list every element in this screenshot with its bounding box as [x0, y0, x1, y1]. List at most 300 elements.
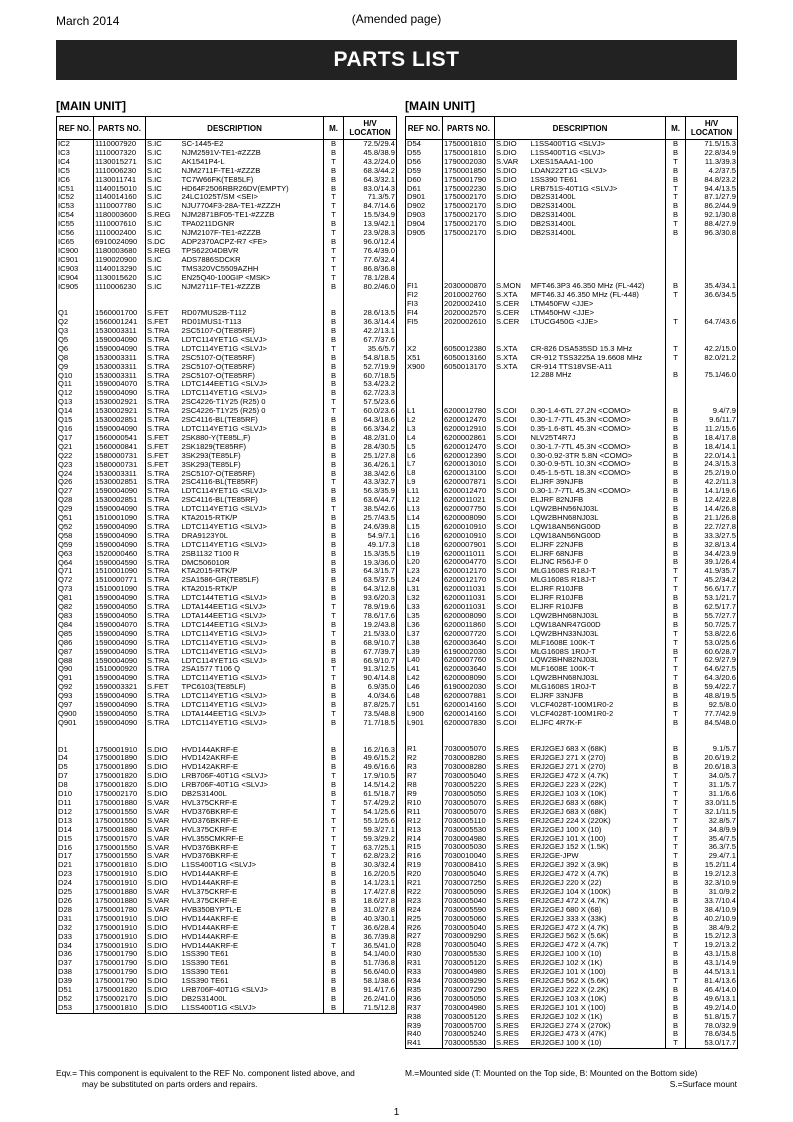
- part-type: [146, 737, 181, 746]
- parts-no: 1530003311: [94, 372, 146, 381]
- ref-no: IC6: [57, 176, 94, 185]
- description: MLG1608S R18J-T: [530, 576, 666, 585]
- hv-location: 49.1/7.3: [344, 541, 397, 550]
- parts-no: 1510000771: [94, 576, 146, 585]
- hv-location: 36.3/7.5: [686, 843, 738, 852]
- ref-no: R37: [406, 1004, 443, 1013]
- description: NJM2871BF05-TE1-#ZZZB: [181, 211, 324, 220]
- description: LDTC114YET1G <SLVJ>: [181, 541, 324, 550]
- mount-side: B: [666, 915, 686, 924]
- mount-side: T: [666, 674, 686, 683]
- mount-side: B: [666, 425, 686, 434]
- part-type: S.COI: [495, 407, 530, 416]
- table-row: [57, 728, 397, 737]
- table-row: [57, 541, 397, 550]
- ref-no: [406, 274, 443, 283]
- table-row: [406, 389, 738, 398]
- hv-location: 36.5/41.0: [344, 942, 397, 951]
- hv-location: 31.0/9.2: [686, 888, 738, 897]
- part-type: S.IC: [146, 220, 181, 229]
- table-row: [406, 594, 738, 603]
- mount-side: T: [324, 211, 344, 220]
- description: 0.30-1.7-7TL 45.3N <COMO>: [530, 443, 666, 452]
- hv-location: 63.5/37.5: [344, 576, 397, 585]
- description: AK1541P4-L: [181, 158, 324, 167]
- parts-no: 1130015271: [94, 158, 146, 167]
- table-row: [57, 915, 397, 924]
- hv-location: 32.1/11.5: [686, 808, 738, 817]
- ref-no: R11: [406, 808, 443, 817]
- ref-no: Q93: [57, 692, 94, 701]
- mount-side: T: [324, 674, 344, 683]
- description: NJM2591V-TE1-#ZZZB: [181, 149, 324, 158]
- parts-no: 1590004090: [94, 345, 146, 354]
- description: 2SC5107-O(TE85RF): [181, 372, 324, 381]
- part-type: S.TRA: [146, 674, 181, 683]
- mount-side: B: [324, 648, 344, 657]
- parts-no: 1590004090: [94, 719, 146, 728]
- parts-no: 6200007720: [443, 630, 495, 639]
- part-type: S.COI: [495, 487, 530, 496]
- hv-location: 29.4/7.1: [686, 852, 738, 861]
- parts-no: 6200012470: [443, 443, 495, 452]
- part-type: S.FET: [146, 443, 181, 452]
- ref-no: R33: [406, 968, 443, 977]
- ref-no: D37: [57, 959, 94, 968]
- ref-no: R27: [406, 932, 443, 941]
- description: EN25Q40-100GIP <MSK>: [181, 274, 324, 283]
- parts-no: [443, 265, 495, 274]
- hv-location: [686, 380, 738, 389]
- table-row: [57, 425, 397, 434]
- description: 1SS390 TE61: [181, 950, 324, 959]
- hv-location: 25.7/43.5: [344, 514, 397, 523]
- mount-side: B: [324, 372, 344, 381]
- mount-side: B: [666, 416, 686, 425]
- ref-no: L13: [406, 505, 443, 514]
- part-type: S.DIO: [146, 870, 181, 879]
- description: HVD144AKRF-E: [181, 924, 324, 933]
- table-row: [406, 799, 738, 808]
- mount-side: [666, 398, 686, 407]
- hv-location: 78.1/28.4: [344, 274, 397, 283]
- ref-no: Q2: [57, 318, 94, 327]
- mount-side: B: [324, 559, 344, 568]
- description: LDTC114YET1G <SLVJ>: [181, 345, 324, 354]
- mount-side: T: [666, 852, 686, 861]
- description: ERJ2GEJ 472 X (4.7K): [530, 870, 666, 879]
- parts-no: 1750001810: [94, 1004, 146, 1013]
- parts-no: 7030005700: [443, 1022, 495, 1031]
- hv-location: 73.5/48.8: [344, 710, 397, 719]
- parts-no: [443, 274, 495, 283]
- ref-no: D903: [406, 211, 443, 220]
- mount-side: B: [324, 176, 344, 185]
- part-type: S.DIO: [495, 202, 530, 211]
- ref-no: R9: [406, 790, 443, 799]
- mount-side: B: [324, 790, 344, 799]
- mount-side: B: [324, 389, 344, 398]
- ref-no: D23: [57, 870, 94, 879]
- part-type: S.IC: [146, 283, 181, 292]
- mount-side: B: [666, 986, 686, 995]
- hv-location: 33.3/27.5: [686, 532, 738, 541]
- ref-no: D12: [57, 808, 94, 817]
- hv-location: 78.6/34.5: [686, 1030, 738, 1039]
- part-type: [495, 380, 530, 389]
- parts-no: 7030009290: [443, 932, 495, 941]
- hv-location: 18.4/14.1: [686, 443, 738, 452]
- part-type: S.RES: [495, 968, 530, 977]
- part-type: S.COI: [495, 603, 530, 612]
- hv-location: 62.9/27.9: [686, 656, 738, 665]
- parts-no: 7030005120: [443, 959, 495, 968]
- mount-side: B: [666, 763, 686, 772]
- part-type: S.COI: [495, 656, 530, 665]
- description: ADS7886SDCKR: [181, 256, 324, 265]
- ref-no: L7: [406, 460, 443, 469]
- description: LRB706F-40T1G <SLVJ>: [181, 986, 324, 995]
- part-type: S.COI: [495, 710, 530, 719]
- part-type: S.TRA: [146, 380, 181, 389]
- table-row: [57, 657, 397, 666]
- part-type: S.RES: [495, 906, 530, 915]
- table-row: [57, 986, 397, 995]
- description: LDTC114YET1G <SLVJ>: [181, 639, 324, 648]
- mount-side: T: [324, 772, 344, 781]
- description: NJM2711F-TE1-#ZZZB: [181, 167, 324, 176]
- parts-no: 6200014160: [443, 710, 495, 719]
- description: [181, 728, 324, 737]
- description: ERJ2GEJ 152 X (1.5K): [530, 843, 666, 852]
- part-type: [495, 398, 530, 407]
- ref-no: Q12: [57, 389, 94, 398]
- description: [181, 291, 324, 300]
- col-location: H/V LOCATION: [686, 117, 738, 140]
- hv-location: 81.4/13.6: [686, 977, 738, 986]
- table-row: [406, 291, 738, 300]
- ref-no: R15: [406, 843, 443, 852]
- ref-no: [406, 389, 443, 398]
- table-row: [57, 674, 397, 683]
- description: LDTC114YET1G <SLVJ>: [181, 487, 324, 496]
- part-type: [495, 336, 530, 345]
- description: [530, 256, 666, 265]
- parts-no: 1750001910: [94, 942, 146, 951]
- part-type: S.RES: [495, 1004, 530, 1013]
- table-row: [57, 630, 397, 639]
- part-type: S.IC: [146, 265, 181, 274]
- table-row: [406, 345, 738, 354]
- description: ELJRF 82NJFB: [530, 496, 666, 505]
- parts-no: 1110002400: [94, 229, 146, 238]
- mount-side: T: [666, 799, 686, 808]
- hv-location: [686, 389, 738, 398]
- description: HVB350BYPTL-E: [181, 906, 324, 915]
- part-type: S.TRA: [146, 639, 181, 648]
- description: DB2S31400L: [530, 229, 666, 238]
- hv-location: 58.1/38.6: [344, 977, 397, 986]
- table-row: [406, 309, 738, 318]
- description: [530, 380, 666, 389]
- mount-side: B: [666, 888, 686, 897]
- table-row: [406, 745, 738, 754]
- ref-no: Q63: [57, 550, 94, 559]
- mount-legend: [405, 1068, 737, 1090]
- legend-line-2: S.=Surface mount: [669, 1079, 737, 1089]
- part-type: S.DIO: [146, 986, 181, 995]
- ref-no: D31: [57, 915, 94, 924]
- hv-location: 55.7/27.7: [686, 612, 738, 621]
- part-type: S.DIO: [146, 754, 181, 763]
- description: ERJ2GEJ 683 X (68K): [530, 808, 666, 817]
- hv-location: 23.9/28.3: [344, 229, 397, 238]
- mount-side: B: [324, 523, 344, 532]
- parts-no: 7030005120: [443, 1013, 495, 1022]
- parts-no: 1140015010: [94, 185, 146, 194]
- parts-no: 1560000541: [94, 434, 146, 443]
- table-row: [406, 140, 738, 149]
- hv-location: 14.1/19.6: [686, 487, 738, 496]
- ref-no: R41: [406, 1039, 443, 1048]
- mount-side: B: [324, 959, 344, 968]
- parts-no: 1590004090: [94, 692, 146, 701]
- mount-side: B: [666, 558, 686, 567]
- description: 0.35-1.6-8TL 45.3N <COMO>: [530, 425, 666, 434]
- ref-no: L38: [406, 639, 443, 648]
- table-row: [57, 852, 397, 861]
- table-row: [57, 737, 397, 746]
- table-row: [57, 158, 397, 167]
- part-type: S.RES: [495, 977, 530, 986]
- part-type: S.COI: [495, 576, 530, 585]
- mount-side: B: [666, 968, 686, 977]
- ref-no: Q15: [57, 416, 94, 425]
- description: ERJ2GEJ 104 X (100K): [530, 888, 666, 897]
- table-row: [57, 336, 397, 345]
- ref-no: Q51: [57, 514, 94, 523]
- table-row: [406, 648, 738, 657]
- part-type: S.MON: [495, 282, 530, 291]
- description: LTUCG450G <JJE>: [530, 318, 666, 327]
- hv-location: 42.2/13.1: [344, 327, 397, 336]
- part-type: S.CER: [495, 318, 530, 327]
- part-type: S.RES: [495, 808, 530, 817]
- parts-no: 7030005040: [443, 870, 495, 879]
- col-location: H/V LOCATION: [344, 117, 397, 140]
- ref-no: Q14: [57, 407, 94, 416]
- hv-location: [686, 265, 738, 274]
- parts-no: 1530002851: [94, 416, 146, 425]
- ref-no: R40: [406, 1030, 443, 1039]
- table-row: [406, 781, 738, 790]
- ref-no: L3: [406, 425, 443, 434]
- hv-location: 50.7/25.7: [686, 621, 738, 630]
- hv-location: 44.5/13.1: [686, 968, 738, 977]
- parts-no: 6200010910: [443, 523, 495, 532]
- parts-no: 7030008280: [443, 754, 495, 763]
- ref-no: [406, 737, 443, 746]
- parts-no: 7030005590: [443, 906, 495, 915]
- ref-no: L19: [406, 550, 443, 559]
- table-row: [406, 1022, 738, 1031]
- table-row: [57, 354, 397, 363]
- mount-side: T: [324, 924, 344, 933]
- description: NJU7704F3-28A-TE1-#ZZZH: [181, 202, 324, 211]
- table-row: [406, 950, 738, 959]
- table-row: [406, 728, 738, 737]
- parts-no: 1590004090: [94, 701, 146, 710]
- parts-no: 1110006230: [94, 167, 146, 176]
- table-row: [57, 763, 397, 772]
- description: HVD376BKRF-E: [181, 817, 324, 826]
- description: ERJ2GEJ 102 X (1K): [530, 959, 666, 968]
- part-type: S.TRA: [146, 389, 181, 398]
- parts-no: 1750001890: [94, 763, 146, 772]
- ref-no: [406, 371, 443, 380]
- parts-no: 1590003321: [94, 683, 146, 692]
- mount-side: B: [666, 745, 686, 754]
- table-row: [406, 541, 738, 550]
- parts-no: 1590004090: [94, 523, 146, 532]
- ref-no: R12: [406, 817, 443, 826]
- description: ERJ2GEJ 562 X (5.6K): [530, 977, 666, 986]
- parts-no: 1510001090: [94, 514, 146, 523]
- ref-no: L33: [406, 603, 443, 612]
- part-type: S.VAR: [146, 897, 181, 906]
- parts-no: 1750002170: [443, 229, 495, 238]
- ref-no: D25: [57, 888, 94, 897]
- hv-location: 38.4/10.9: [686, 906, 738, 915]
- part-type: S.TRA: [146, 710, 181, 719]
- parts-no: 1750001790: [443, 176, 495, 185]
- table-row: [406, 185, 738, 194]
- mount-side: T: [324, 398, 344, 407]
- hv-location: 16.2/20.5: [344, 870, 397, 879]
- hv-location: 32.8/5.7: [686, 817, 738, 826]
- parts-no: 6200008090: [443, 612, 495, 621]
- ref-no: L8: [406, 469, 443, 478]
- description: LDTC114YET1G <SLVJ>: [181, 425, 324, 434]
- hv-location: 35.6/5.7: [344, 345, 397, 354]
- ref-no: Q900: [57, 710, 94, 719]
- ref-no: IC4: [57, 158, 94, 167]
- mount-side: T: [666, 630, 686, 639]
- mount-side: T: [324, 229, 344, 238]
- parts-no: 7030005530: [443, 1039, 495, 1048]
- table-row: [57, 799, 397, 808]
- ref-no: Q22: [57, 452, 94, 461]
- mount-side: B: [324, 220, 344, 229]
- col-parts: PARTS NO.: [443, 117, 495, 140]
- parts-no: 1750001890: [94, 754, 146, 763]
- ref-no: D902: [406, 202, 443, 211]
- hv-location: [686, 309, 738, 318]
- part-type: S.COI: [495, 443, 530, 452]
- ref-no: D24: [57, 879, 94, 888]
- mount-side: B: [666, 282, 686, 291]
- description: L1SS400T1G <SLVJ>: [530, 149, 666, 158]
- part-type: [495, 737, 530, 746]
- hv-location: 31.1/5.7: [686, 781, 738, 790]
- part-type: [495, 247, 530, 256]
- mount-side: B: [666, 594, 686, 603]
- description: LDTC114YET1G <SLVJ>: [181, 701, 324, 710]
- parts-no: 6050012380: [443, 345, 495, 354]
- parts-no: 1750002170: [443, 193, 495, 202]
- table-row: [57, 327, 397, 336]
- hv-location: 45.2/34.2: [686, 576, 738, 585]
- hv-location: 72.5/29.4: [344, 140, 397, 149]
- ref-no: Q1: [57, 309, 94, 318]
- description: DB2S31400L: [530, 211, 666, 220]
- table-row: [406, 674, 738, 683]
- mount-side: B: [324, 416, 344, 425]
- description: [181, 300, 324, 309]
- ref-no: D11: [57, 799, 94, 808]
- ref-no: Q82: [57, 603, 94, 612]
- mount-side: [666, 300, 686, 309]
- parts-no: 1530003311: [94, 354, 146, 363]
- ref-no: L18: [406, 541, 443, 550]
- parts-no: 7030005040: [443, 772, 495, 781]
- parts-no: 1750002170: [94, 790, 146, 799]
- table-row: [406, 229, 738, 238]
- parts-no: 7030005050: [443, 790, 495, 799]
- ref-no: D33: [57, 933, 94, 942]
- mount-side: T: [666, 826, 686, 835]
- mount-side: B: [666, 754, 686, 763]
- ref-no: R10: [406, 799, 443, 808]
- part-type: S.RES: [495, 879, 530, 888]
- hv-location: 64.7/43.6: [686, 318, 738, 327]
- hv-location: 96.0/12.4: [344, 238, 397, 247]
- table-row: [57, 772, 397, 781]
- hv-location: [344, 728, 397, 737]
- mount-side: B: [324, 906, 344, 915]
- table-row: [406, 256, 738, 265]
- mount-side: B: [666, 1004, 686, 1013]
- hv-location: 93.6/20.3: [344, 594, 397, 603]
- hv-location: 17.9/10.5: [344, 772, 397, 781]
- description: 2SC5107-O(TE85RF): [181, 363, 324, 372]
- parts-no: 6200011031: [443, 594, 495, 603]
- description: ELJFC 4R7K-F: [530, 719, 666, 728]
- mount-side: B: [324, 167, 344, 176]
- mount-side: B: [324, 140, 344, 149]
- mount-side: B: [666, 496, 686, 505]
- hv-location: [686, 327, 738, 336]
- part-type: S.COI: [495, 621, 530, 630]
- part-type: S.TRA: [146, 398, 181, 407]
- ref-no: [406, 336, 443, 345]
- part-type: S.TRA: [146, 594, 181, 603]
- description: DB2S31400L: [530, 202, 666, 211]
- parts-no: 1750001810: [443, 140, 495, 149]
- table-row: [57, 434, 397, 443]
- mount-side: T: [666, 835, 686, 844]
- hv-location: 9.6/11.7: [686, 416, 738, 425]
- ref-no: R38: [406, 1013, 443, 1022]
- ref-no: L32: [406, 594, 443, 603]
- parts-no: 1590004090: [94, 389, 146, 398]
- ref-no: Q72: [57, 576, 94, 585]
- table-row: [406, 968, 738, 977]
- mount-side: B: [324, 487, 344, 496]
- mount-side: B: [666, 407, 686, 416]
- parts-no: 1750001910: [94, 870, 146, 879]
- part-type: S.FET: [146, 452, 181, 461]
